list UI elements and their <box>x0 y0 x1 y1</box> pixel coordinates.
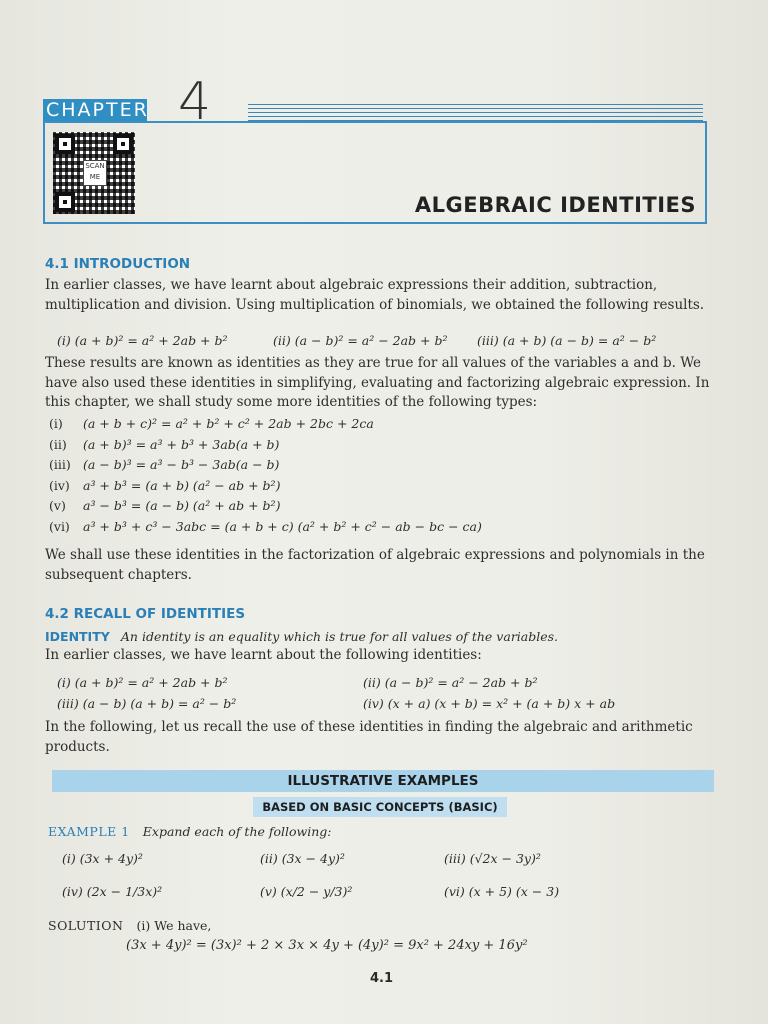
identities-text: These results are known as identities as they are true for all values of the variables a and b. We have also used these identities in simplifying, evaluating and factorizing algebraic expression. In this chapter, we shall study some more identities of the following types: <box>45 355 710 410</box>
example-1-header <box>48 821 332 840</box>
basic-results-row <box>57 331 717 351</box>
list-item: (iv) (2x − 1/3x)² <box>62 884 163 899</box>
list-item: (v) a³ − b³ = (a − b) (a² + ab + b²) <box>49 498 281 513</box>
solution-label: SOLUTION <box>48 918 124 933</box>
section-heading-recall: 4.2 RECALL OF IDENTITIES <box>45 606 246 622</box>
list-item: (i) (3x + 4y)² <box>62 851 143 866</box>
identity-definition <box>45 626 713 645</box>
identity-expr: (a − b)³ = a³ − b³ − 3ab(a − b) <box>83 457 280 472</box>
illustrative-examples-banner: ILLUSTRATIVE EXAMPLES <box>52 770 714 792</box>
chapter-title: ALGEBRAIC IDENTITIES <box>414 193 696 217</box>
example-1-items <box>62 846 702 912</box>
result-2: (ii) (a − b)² = a² − 2ab + b² <box>272 333 448 348</box>
section-heading-introduction: 4.1 INTRODUCTION <box>45 256 191 272</box>
identity-expr: (a + b)³ = a³ + b³ + 3ab(a + b) <box>83 436 280 452</box>
recall-identity-3: (iii) (a − b) (a + b) = a² − b² <box>57 695 237 711</box>
result-1: (i) (a + b)² = a² + 2ab + b² <box>57 333 228 348</box>
list-item: (v) (x/2 − y/3)² <box>259 884 353 899</box>
recall-identity-2: (ii) (a − b)² = a² − 2ab + b² <box>362 675 538 690</box>
list-item: (i) (a + b + c)² = a² + b² + c² + 2ab + 2bc + 2ca <box>49 416 374 431</box>
recall-identity-1: (i) (a + b)² = a² + 2ab + b² <box>57 675 228 690</box>
factorization-text: We shall use these identities in the factorization of algebraic expressions and polynomials in the subsequent chapters. <box>45 547 705 583</box>
intro-paragraph <box>45 276 713 315</box>
identity-keyword: IDENTITY <box>45 629 110 644</box>
result-3: (iii) (a + b) (a − b) = a² − b² <box>476 333 657 348</box>
example-label: EXAMPLE 1 <box>48 824 130 839</box>
recall-identity-4: (iv) (x + a) (x + b) = x² + (a + b) x + ab <box>362 695 616 711</box>
identity-expr: a³ + b³ = (a + b) (a² − ab + b²) <box>83 477 281 493</box>
solution-equation: (3x + 4y)² = (3x)² + 2 × 3x × 4y + (4y)² = 9x² + 24xy + 16y² <box>126 938 528 953</box>
solution-header <box>48 915 211 934</box>
example-prompt: Expand each of the following: <box>142 824 332 839</box>
recall-identities-grid <box>57 673 707 714</box>
recall-outro: In the following, let us recall the use of these identities in finding the algebraic and arithmetic products. <box>45 719 693 755</box>
chapter-number: 4 <box>178 72 212 132</box>
list-item: (ii) (a + b)³ = a³ + b³ + 3ab(a + b) <box>49 436 280 452</box>
identity-expr: a³ + b³ + c³ − 3abc = (a + b + c) (a² + b² + c² − ab − bc − ca) <box>83 518 482 534</box>
list-item: (iii) (√2x − 3y)² <box>443 851 541 866</box>
identity-definition-text: An identity is an equality which is true for all values of the variables. <box>120 629 559 644</box>
qr-code-icon[interactable] <box>53 132 135 214</box>
list-item: (vi) (x + 5) (x − 3) <box>443 884 560 899</box>
qr-scan-label: SCAN ME <box>83 160 107 186</box>
chapter-label: CHAPTER <box>43 99 147 121</box>
list-item: (iv) a³ + b³ = (a + b) (a² − ab + b²) <box>49 477 281 493</box>
identity-expr: (a + b + c)² = a² + b² + c² + 2ab + 2bc + 2ca <box>83 416 374 431</box>
page-number: 4.1 <box>370 971 394 986</box>
intro-text: In earlier classes, we have learnt about algebraic expressions their addition, subtraction, multiplication and division. Using multiplication of binomials, we obtained the following results. <box>45 277 705 313</box>
list-item: (ii) (3x − 4y)² <box>259 851 345 866</box>
identity-expr: a³ − b³ = (a − b) (a² + ab + b²) <box>83 498 281 513</box>
recall-intro: In earlier classes, we have learnt about the following identities: <box>45 647 482 663</box>
solution-intro: (i) We have, <box>136 918 212 933</box>
factorization-paragraph <box>45 546 713 585</box>
list-item: (vi) a³ + b³ + c³ − 3abc = (a + b + c) (a² + b² + c² − ab − bc − ca) <box>49 518 482 534</box>
list-item: (iii) (a − b)³ = a³ − b³ − 3ab(a − b) <box>49 457 280 472</box>
basic-concepts-subbanner: BASED ON BASIC CONCEPTS (BASIC) <box>253 797 507 817</box>
identity-types-list <box>49 414 482 537</box>
identities-paragraph <box>45 354 713 413</box>
